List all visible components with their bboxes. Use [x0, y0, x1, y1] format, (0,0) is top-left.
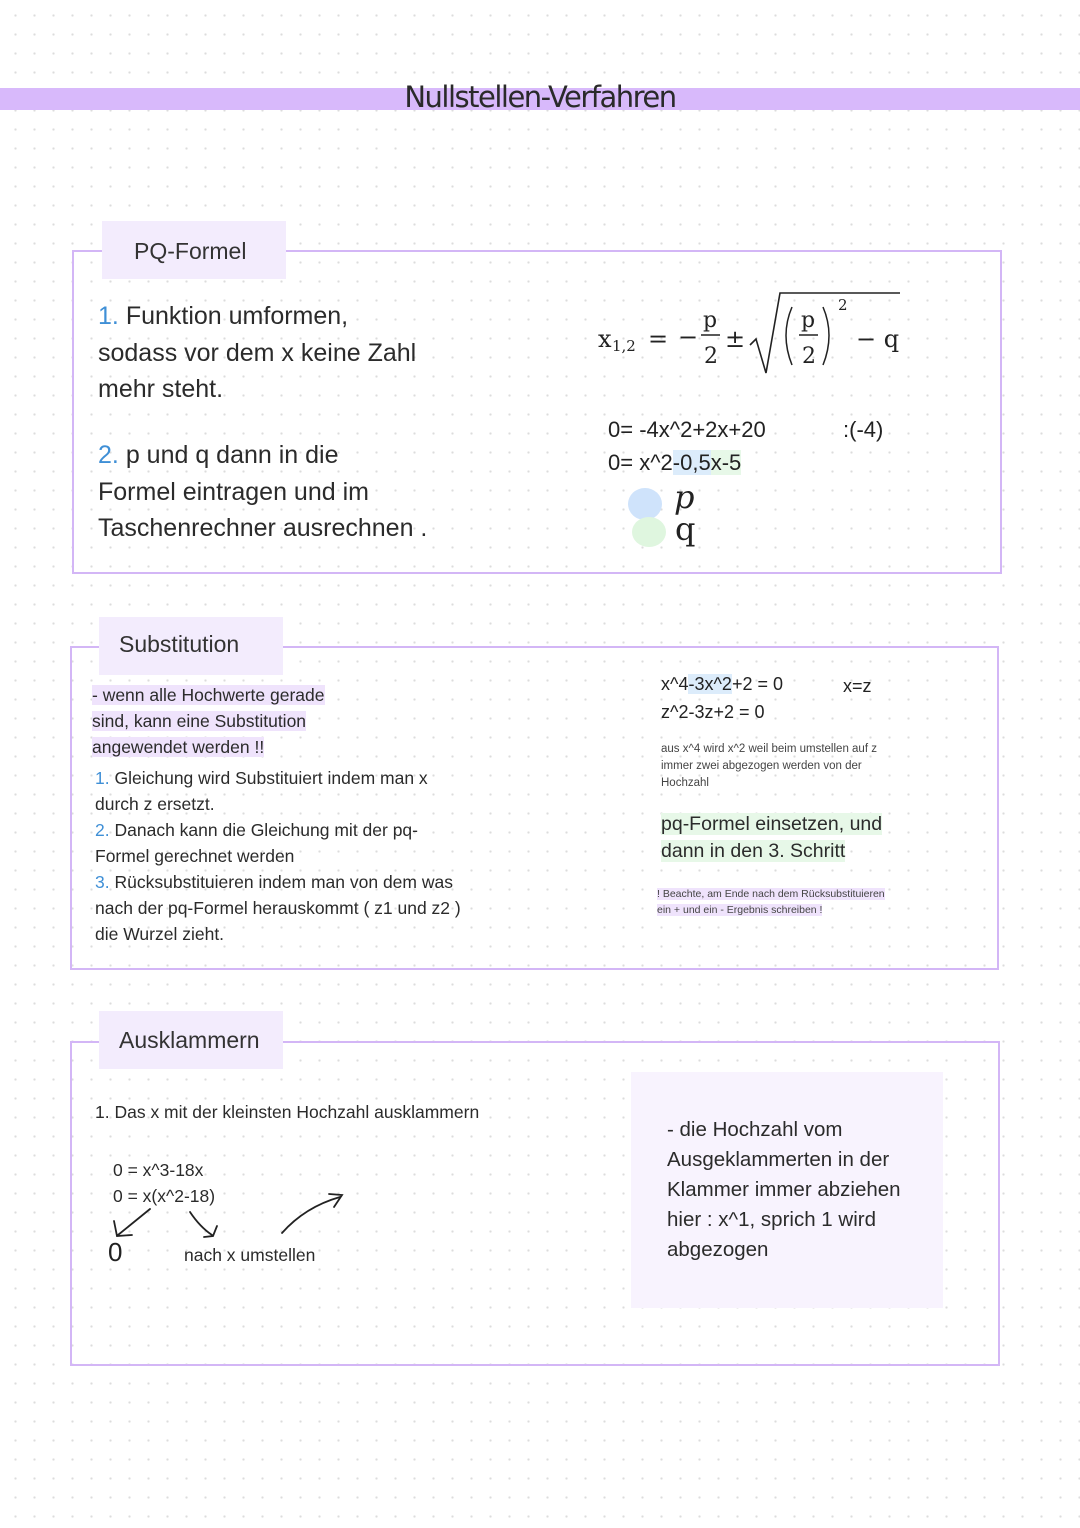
- substitution-note-line-3: angewendet werden !!: [92, 737, 265, 757]
- p-letter-label: p: [674, 478, 695, 516]
- pq-example-line-2: [608, 450, 741, 476]
- formula-2-denominator: 2: [704, 344, 718, 369]
- q-letter-label: q: [675, 510, 696, 548]
- pq-example-q-value: x-5: [710, 450, 742, 475]
- formula-x: x: [598, 325, 612, 353]
- sub-step-3-line-1: Rücksubstituieren indem man von dem was: [114, 872, 453, 892]
- sub-step-2-line-1: Danach kann die Gleichung mit der pq-: [114, 820, 418, 840]
- formula-p-numerator: p: [703, 308, 718, 333]
- sub-step-2-line-2: Formel gerechnet werden: [95, 846, 295, 866]
- sub-pq-hint-line-1: pq-Formel einsetzen, und: [661, 813, 883, 835]
- page-title: Nullstellen-Verfahren: [404, 80, 676, 114]
- pq-step-2: [98, 437, 548, 547]
- sub-step-1-line-1: Gleichung wird Substituiert indem man x: [114, 768, 428, 788]
- substitution-note-line-2: sind, kann eine Substitution: [92, 711, 307, 731]
- substitution-note: [92, 682, 325, 760]
- substitution-eq-2: z^2-3z+2 = 0: [661, 702, 765, 722]
- sub-eq-1-x4: x^4: [661, 674, 689, 694]
- sub-warning-line-1: ! Beachte, am Ende nach dem Rücksubstituieren: [657, 888, 885, 900]
- ausklammern-note-line-4: hier : x^1, sprich 1 wird: [667, 1208, 876, 1231]
- substitution-label: Substitution: [119, 631, 240, 657]
- formula-subscript: 1,2: [612, 337, 636, 355]
- pq-example-line-2-prefix: 0= x^2: [608, 450, 673, 475]
- sub-eq-1-rest: +2 = 0: [731, 674, 783, 694]
- pq-step-2-line-3: Taschenrechner ausrechnen .: [98, 514, 428, 542]
- substitution-warning: [657, 886, 885, 918]
- formula-2-inner: 2: [802, 344, 816, 369]
- sub-step-3-line-2: nach der pq-Formel herauskommt ( z1 und z2 ): [95, 898, 461, 918]
- sub-step-2-number: 2.: [95, 820, 110, 840]
- formula-plus-minus: ±: [725, 325, 746, 353]
- sub-explanation-line-2: immer zwei abgezogen werden von der: [661, 760, 862, 772]
- formula-minus-q: − q: [856, 325, 900, 353]
- ausklammern-note-line-3: Klammer immer abziehen: [667, 1178, 901, 1201]
- pq-step-1-line-2: sodass vor dem x keine Zahl: [98, 338, 417, 367]
- substitution-pq-hint: [661, 811, 882, 865]
- pq-step-1-number: 1.: [98, 302, 119, 330]
- pq-example-divisor: :(-4): [843, 417, 884, 442]
- substitution-steps: [95, 765, 525, 947]
- pq-step-1: [98, 298, 548, 408]
- sub-step-1-line-2: durch z ersetzt.: [95, 794, 215, 814]
- substitution-explanation: [661, 741, 921, 792]
- formula-exponent: 2: [838, 296, 848, 314]
- ausklammern-note-line-2: Ausgeklammerten in der: [667, 1148, 890, 1171]
- ausklammern-step-1: 1. Das x mit der kleinsten Hochzahl ausklammern: [95, 1102, 480, 1122]
- formula-minus: −: [678, 323, 699, 351]
- ausklammern-label: Ausklammern: [119, 1027, 260, 1053]
- sub-pq-hint-line-2: dann in den 3. Schritt: [661, 840, 846, 862]
- sub-warning-line-2: ein + und ein - Ergebnis schreiben !: [657, 904, 823, 916]
- ausklammern-eq-2: 0 = x(x^2-18): [113, 1186, 216, 1206]
- ausklammern-eq-1: 0 = x^3-18x: [113, 1160, 204, 1180]
- sub-step-3-line-3: die Wurzel zieht.: [95, 924, 225, 944]
- sub-explanation-line-1: aus x^4 wird x^2 weil beim umstellen auf z: [661, 743, 877, 755]
- pq-example-line-1: 0= -4x^2+2x+20: [608, 417, 766, 442]
- formula-p-inner: p: [801, 308, 816, 333]
- sub-step-3-number: 3.: [95, 872, 110, 892]
- substitution-rule: x=z: [843, 676, 872, 696]
- pq-formula: [590, 285, 910, 385]
- ausklammern-zero: 0: [108, 1237, 123, 1267]
- ausklammern-note-line-1: - die Hochzahl vom: [667, 1118, 843, 1141]
- q-color-marker: [632, 517, 666, 547]
- sub-explanation-line-3: Hochzahl: [661, 777, 709, 789]
- sub-step-1-number: 1.: [95, 768, 110, 788]
- pq-example-p-value: -0,5: [672, 450, 711, 475]
- pq-step-2-line-2: Formel eintragen und im: [98, 477, 369, 506]
- p-color-marker: [628, 488, 662, 520]
- ausklammern-note: [667, 1115, 901, 1265]
- pq-step-1-line-1: Funktion umformen,: [125, 302, 349, 330]
- formula-equals: =: [648, 325, 669, 353]
- substitution-note-line-1: - wenn alle Hochwerte gerade: [92, 685, 325, 705]
- substitution-eq-1: [661, 674, 783, 695]
- pq-step-2-number: 2.: [98, 441, 119, 469]
- pq-step-1-line-3: mehr steht.: [98, 375, 224, 403]
- sub-eq-1-x2-term: -3x^2: [688, 674, 732, 694]
- ausklammern-umstellen: nach x umstellen: [184, 1245, 316, 1265]
- pq-step-2-line-1: p und q dann in die: [125, 441, 339, 469]
- pq-formel-label: PQ-Formel: [134, 238, 247, 264]
- ausklammern-note-line-5: abgezogen: [667, 1238, 769, 1261]
